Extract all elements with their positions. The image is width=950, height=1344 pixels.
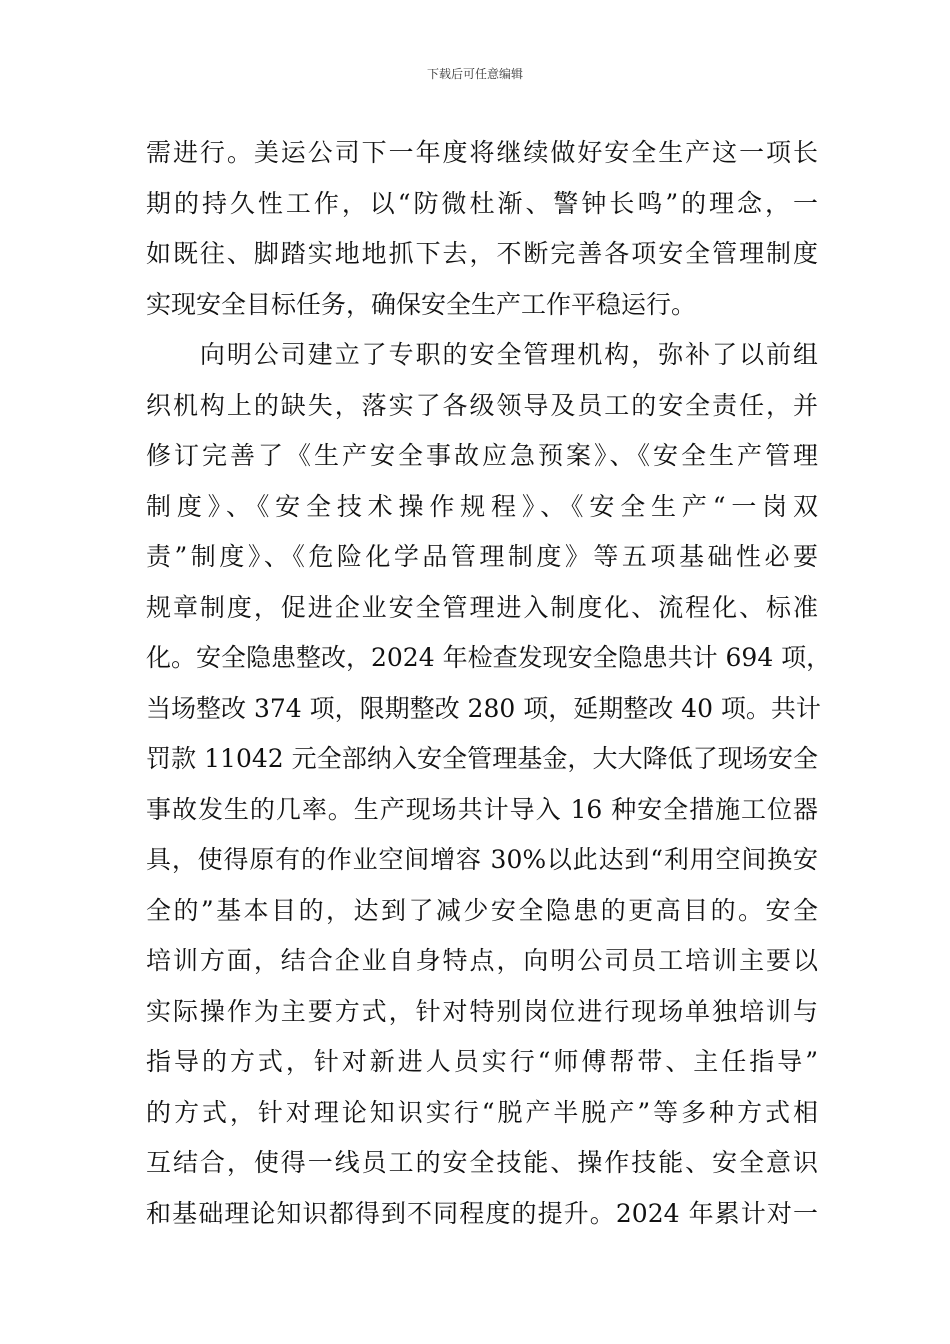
text-line: 全的”基本目的，达到了减少安全隐患的更高目的。安全 (146, 895, 818, 925)
text-line: 织机构上的缺失，落实了各级领导及员工的安全责任，并 (146, 390, 818, 420)
text-line: 责”制度》、《危险化学品管理制度》等五项基础性必要 (146, 542, 818, 571)
text-line: 修订完善了《生产安全事故应急预案》、《安全生产管理 (146, 441, 818, 470)
document-body (146, 128, 832, 1239)
text-line: 需进行。美运公司下一年度将继续做好安全生产这一项长 (146, 138, 818, 167)
text-line: 事故发生的几率。生产现场共计导入 16 种安全措施工位器 (146, 794, 818, 824)
text-line: 的方式，针对理论知识实行“脱产半脱产”等多种方式相 (146, 1097, 818, 1127)
page-header-note: 下载后可任意编辑 (426, 67, 523, 81)
text-line: 实现安全目标任务，确保安全生产工作平稳运行。 (146, 289, 697, 319)
text-line: 当场整改 374 项，限期整改 280 项，延期整改 40 项。共计 (146, 693, 821, 723)
text-line: 和基础理论知识都得到不同程度的提升。2024 年累计对一 (146, 1198, 818, 1228)
text-line: 培训方面，结合企业自身特点，向明公司员工培训主要以 (146, 946, 818, 975)
text-line: 向明公司建立了专职的安全管理机构，弥补了以前组 (146, 340, 818, 369)
text-line: 化。安全隐患整改，2024 年检查发现安全隐患共计 694 项， (146, 643, 832, 672)
text-line: 罚款 11042 元全部纳入安全管理基金，大大降低了现场安全 (146, 744, 818, 773)
text-line: 制度》、《安全技术操作规程》、《安全生产“一岗双 (146, 491, 818, 521)
text-line: 指导的方式，针对新进人员实行“师傅帮带、主任指导” (146, 1047, 818, 1076)
text-line: 期的持久性工作，以“防微杜渐、警钟长鸣”的理念，一 (146, 188, 818, 218)
text-line: 互结合，使得一线员工的安全技能、操作技能、安全意识 (146, 1148, 818, 1177)
text-line: 规章制度，促进企业安全管理进入制度化、流程化、标准 (146, 592, 818, 622)
text-line: 具，使得原有的作业空间增容 30%以此达到“利用空间换安 (146, 845, 818, 874)
text-line: 如既往、脚踏实地地抓下去，不断完善各项安全管理制度 (146, 239, 818, 268)
text-line: 实际操作为主要方式，针对特别岗位进行现场单独培训与 (146, 996, 818, 1026)
